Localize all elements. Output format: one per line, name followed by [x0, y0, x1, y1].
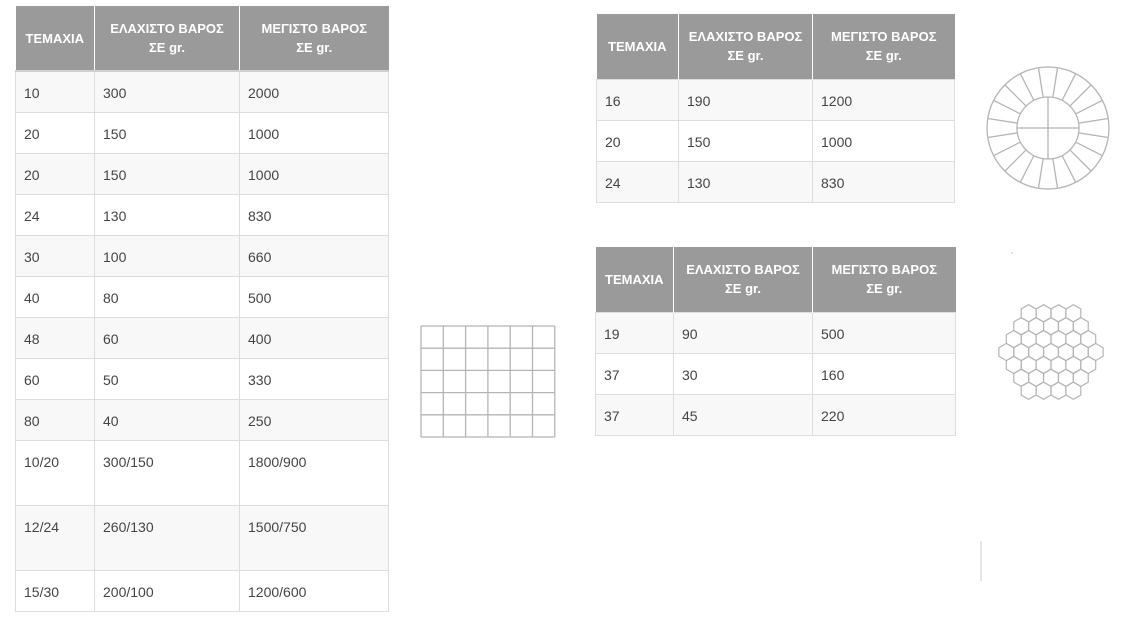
cell-min-weight: 200/100 — [95, 570, 240, 611]
table-row — [16, 112, 389, 153]
cell-min-weight: 80 — [95, 276, 240, 317]
cell-pieces: 48 — [16, 317, 95, 358]
col-header-min-weight: ΕΛΑΧΙΣΤΟ ΒΑΡΟΣ ΣΕ gr. — [674, 247, 813, 312]
decorative-dot — [1011, 252, 1013, 254]
cell-min-weight: 30 — [674, 353, 813, 394]
cell-max-weight: 1000 — [240, 112, 389, 153]
cell-min-weight: 40 — [95, 399, 240, 440]
cell-max-weight: 2000 — [240, 71, 389, 112]
hexagon-cut-icon — [987, 296, 1115, 408]
cell-max-weight: 1000 — [813, 120, 955, 161]
table-row — [16, 358, 389, 399]
table-header-row — [16, 6, 389, 71]
cell-max-weight: 500 — [240, 276, 389, 317]
cell-pieces: 37 — [596, 394, 674, 435]
cell-pieces: 37 — [596, 353, 674, 394]
decorative-divider — [980, 541, 982, 581]
cell-pieces: 19 — [596, 312, 674, 353]
table-row — [596, 394, 956, 435]
table-header-row — [596, 247, 956, 312]
cell-max-weight: 660 — [240, 235, 389, 276]
table-row — [597, 79, 955, 120]
cell-pieces: 20 — [16, 153, 95, 194]
cell-pieces: 16 — [597, 79, 679, 120]
cell-min-weight: 50 — [95, 358, 240, 399]
weights-table-left — [15, 6, 389, 612]
table-header-row — [597, 14, 955, 79]
cell-pieces: 20 — [16, 112, 95, 153]
cell-max-weight: 830 — [813, 161, 955, 202]
square-grid-cut-icon — [420, 325, 558, 439]
weights-table-hex — [595, 247, 956, 436]
cell-min-weight: 190 — [679, 79, 813, 120]
col-header-min-weight: ΕΛΑΧΙΣΤΟ ΒΑΡΟΣ ΣΕ gr. — [679, 14, 813, 79]
cell-max-weight: 500 — [813, 312, 956, 353]
cell-pieces: 10/20 — [16, 440, 95, 505]
cell-max-weight: 1200/600 — [240, 570, 389, 611]
cell-max-weight: 250 — [240, 399, 389, 440]
cell-max-weight: 1800/900 — [240, 440, 389, 505]
cell-max-weight: 330 — [240, 358, 389, 399]
cell-min-weight: 260/130 — [95, 505, 240, 570]
weights-table-round — [596, 14, 955, 203]
col-header-max-weight: ΜΕΓΙΣΤΟ ΒΑΡΟΣ ΣΕ gr. — [240, 6, 389, 71]
cell-max-weight: 400 — [240, 317, 389, 358]
cell-pieces: 12/24 — [16, 505, 95, 570]
cell-pieces: 40 — [16, 276, 95, 317]
cell-max-weight: 830 — [240, 194, 389, 235]
cell-max-weight: 220 — [813, 394, 956, 435]
cell-min-weight: 90 — [674, 312, 813, 353]
cell-max-weight: 160 — [813, 353, 956, 394]
table-row — [16, 440, 389, 505]
cell-pieces: 24 — [16, 194, 95, 235]
table-row — [16, 276, 389, 317]
table-row — [16, 194, 389, 235]
cell-max-weight: 1000 — [240, 153, 389, 194]
table-row — [16, 153, 389, 194]
cell-min-weight: 130 — [679, 161, 813, 202]
cell-min-weight: 45 — [674, 394, 813, 435]
cell-min-weight: 150 — [95, 153, 240, 194]
table-row — [16, 570, 389, 611]
cell-pieces: 20 — [597, 120, 679, 161]
cell-max-weight: 1500/750 — [240, 505, 389, 570]
col-header-pieces: ΤΕΜΑΧΙΑ — [597, 14, 679, 79]
cell-min-weight: 300/150 — [95, 440, 240, 505]
cell-pieces: 10 — [16, 71, 95, 112]
col-header-min-weight: ΕΛΑΧΙΣΤΟ ΒΑΡΟΣ ΣΕ gr. — [95, 6, 240, 71]
col-header-pieces: ΤΕΜΑΧΙΑ — [596, 247, 674, 312]
cell-pieces: 15/30 — [16, 570, 95, 611]
col-header-max-weight: ΜΕΓΙΣΤΟ ΒΑΡΟΣ ΣΕ gr. — [813, 247, 956, 312]
cell-pieces: 60 — [16, 358, 95, 399]
cell-min-weight: 150 — [95, 112, 240, 153]
table-row — [16, 505, 389, 570]
table-row — [597, 161, 955, 202]
cell-pieces: 24 — [597, 161, 679, 202]
cell-min-weight: 100 — [95, 235, 240, 276]
table-row — [16, 317, 389, 358]
table-row — [596, 353, 956, 394]
cell-min-weight: 60 — [95, 317, 240, 358]
cell-min-weight: 300 — [95, 71, 240, 112]
table-row — [597, 120, 955, 161]
cell-min-weight: 150 — [679, 120, 813, 161]
cell-pieces: 80 — [16, 399, 95, 440]
cell-min-weight: 130 — [95, 194, 240, 235]
col-header-pieces: ΤΕΜΑΧΙΑ — [16, 6, 95, 71]
table-row — [16, 235, 389, 276]
table-row — [16, 71, 389, 112]
table-row — [16, 399, 389, 440]
cell-max-weight: 1200 — [813, 79, 955, 120]
table-row — [596, 312, 956, 353]
cell-pieces: 30 — [16, 235, 95, 276]
col-header-max-weight: ΜΕΓΙΣΤΟ ΒΑΡΟΣ ΣΕ gr. — [813, 14, 955, 79]
round-wheel-cut-icon — [985, 66, 1111, 190]
